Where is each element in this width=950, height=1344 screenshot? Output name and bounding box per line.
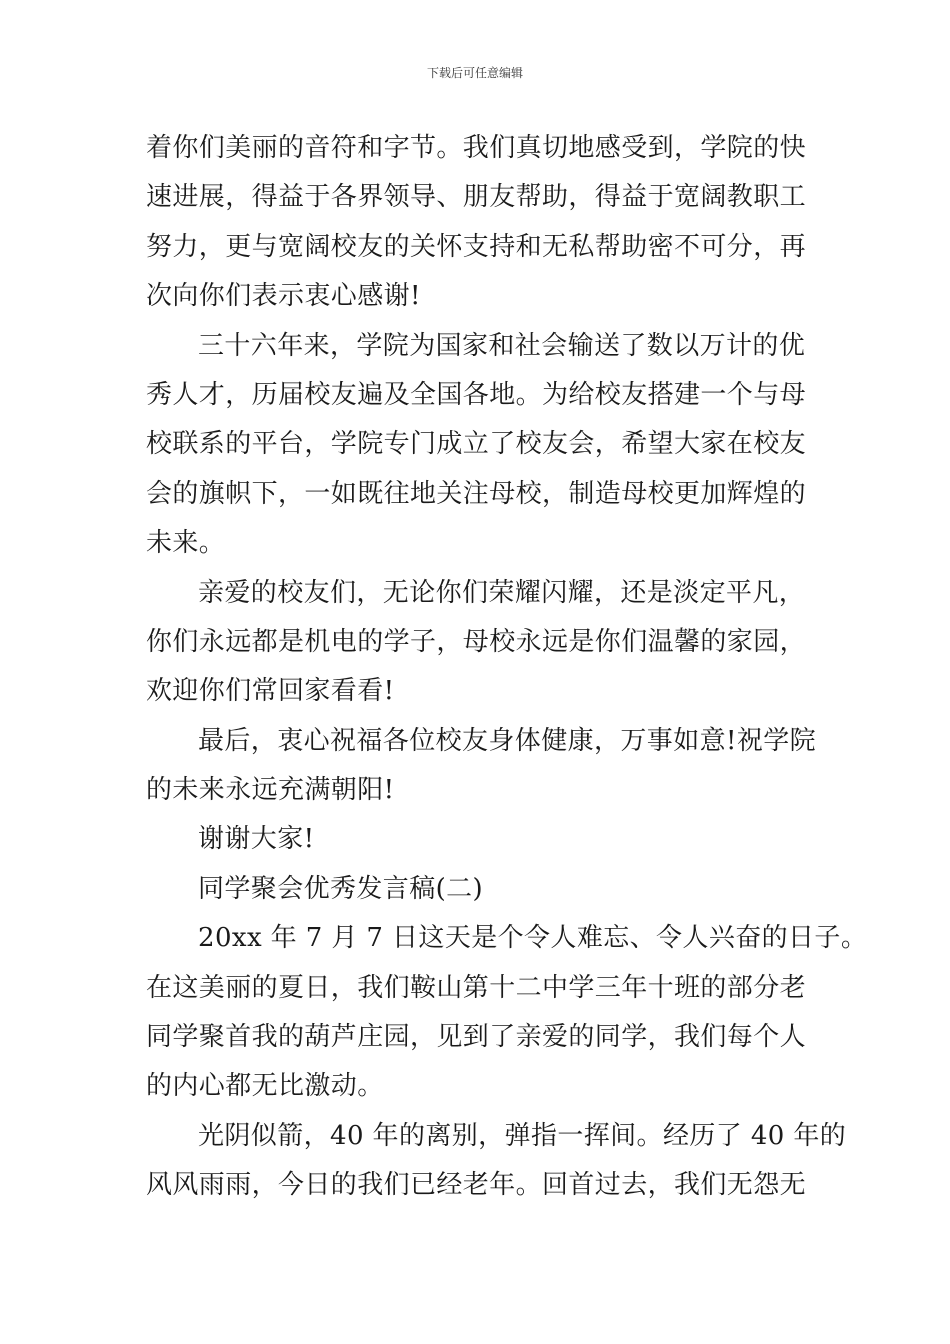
text-line: 校联系的平台，学院专门成立了校友会，希望大家在校友 (146, 429, 807, 460)
text-line: 同学聚首我的葫芦庄园，见到了亲爱的同学，我们每个人 (146, 1022, 807, 1053)
text-line: 光阴似箭，40 年的离别，弹指一挥间。经历了 40 年的 (198, 1120, 847, 1151)
text-line: 速进展，得益于各界领导、朋友帮助，得益于宽阔教职工 (146, 182, 807, 213)
text-line: 在这美丽的夏日，我们鞍山第十二中学三年十班的部分老 (146, 972, 807, 1003)
text-line: 20xx 年 7 月 7 日这天是个令人难忘、令人兴奋的日子。 (198, 923, 868, 954)
document-body (146, 124, 868, 1211)
text-line: 未来。 (146, 528, 226, 559)
text-line: 谢谢大家! (198, 824, 315, 855)
text-line: 着你们美丽的音符和字节。我们真切地感受到，学院的快 (146, 133, 807, 163)
page-header: 下载后可任意编辑 (426, 66, 523, 80)
text-line: 秀人才，历届校友遍及全国各地。为给校友搭建一个与母 (146, 379, 807, 410)
text-line: 次向你们表示衷心感谢! (146, 281, 421, 312)
text-line: 的未来永远充满朝阳! (146, 775, 395, 806)
text-line: 最后，衷心祝福各位校友身体健康，万事如意!祝学院 (198, 725, 817, 756)
text-line: 的内心都无比激动。 (146, 1071, 384, 1102)
text-line: 亲爱的校友们，无论你们荣耀闪耀，还是淡定平凡， (198, 577, 806, 608)
text-line: 会的旗帜下，一如既往地关注母校，制造母校更加辉煌的 (146, 478, 807, 509)
text-line: 努力，更与宽阔校友的关怀支持和无私帮助密不可分，再 (146, 231, 807, 262)
text-line: 你们永远都是机电的学子，母校永远是你们温馨的家园， (146, 626, 807, 657)
text-line: 三十六年来，学院为国家和社会输送了数以万计的优 (198, 330, 806, 361)
section-heading: 同学聚会优秀发言稿(二) (198, 873, 484, 904)
text-line: 风风雨雨，今日的我们已经老年。回首过去，我们无怨无 (146, 1170, 807, 1201)
text-line: 欢迎你们常回家看看! (146, 676, 395, 707)
